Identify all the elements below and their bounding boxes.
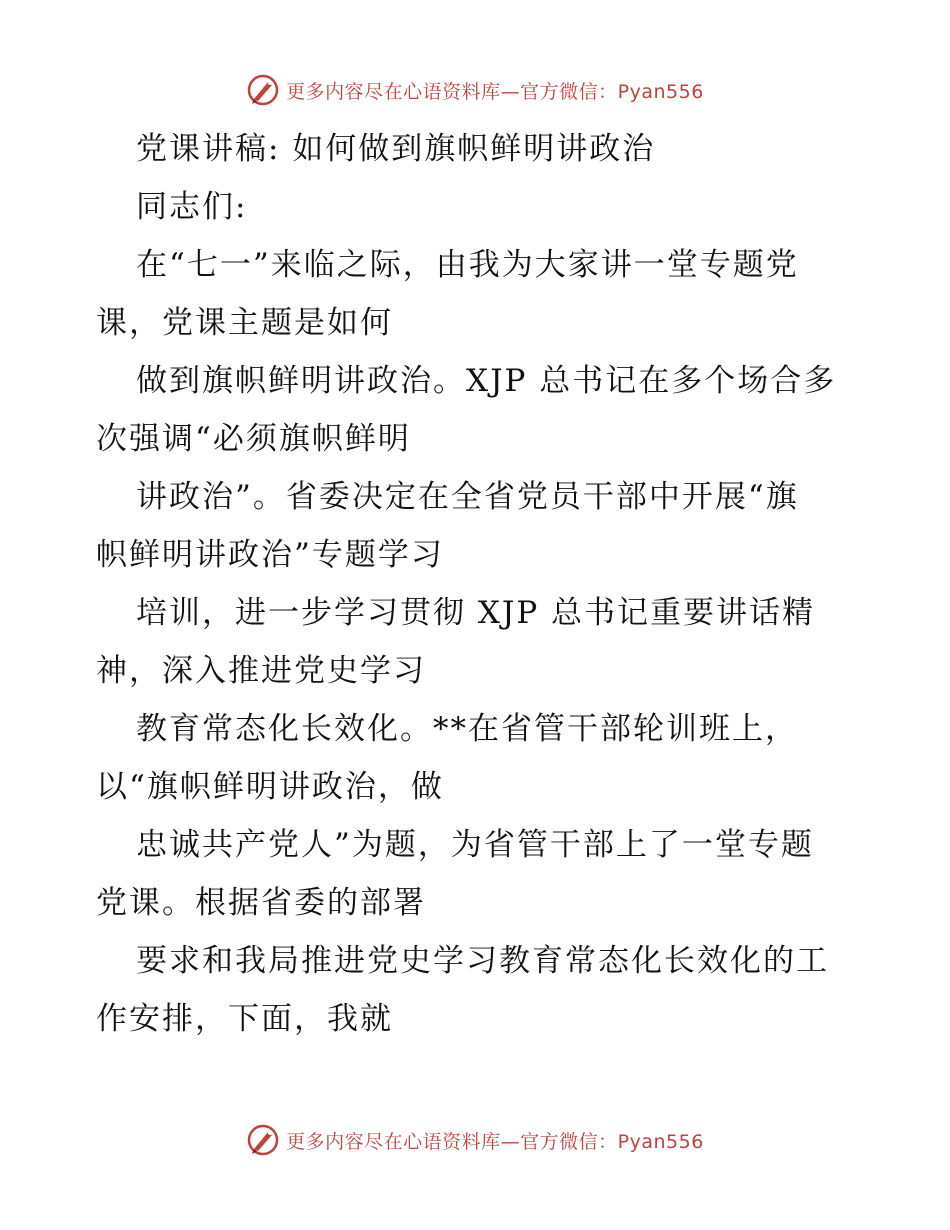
paragraph-line: 次强调“必须旗帜鲜明	[96, 421, 411, 457]
paragraph-line: 忠诚共产党人”为题，为省管干部上了一堂专题	[136, 827, 814, 863]
paragraph-line: 党课。根据省委的部署	[96, 885, 426, 921]
paragraph-line: 做到旗帜鲜明讲政治。XJP 总书记在多个场合多	[136, 363, 837, 399]
header-watermark-banner	[0, 70, 950, 110]
paragraph-line: 在“七一”来临之际，由我为大家讲一堂专题党	[136, 247, 799, 283]
salutation: 同志们:	[136, 189, 248, 225]
paragraph-line: 帜鲜明讲政治”专题学习	[96, 537, 444, 573]
header-watermark-text: 更多内容尽在心语资料库—官方微信：Pyan556	[286, 80, 704, 103]
paragraph-line: 要求和我局推进党史学习教育常态化长效化的工	[136, 943, 829, 979]
footer-watermark-banner	[0, 1120, 950, 1160]
quill-pen-logo-icon	[246, 73, 280, 107]
paragraph-line: 讲政治”。省委决定在全省党员干部中开展“旗	[136, 479, 799, 515]
paragraph-line: 神，深入推进党史学习	[96, 653, 426, 689]
paragraph-line: 作安排，下面，我就	[96, 1001, 393, 1037]
quill-pen-logo-icon	[246, 1123, 280, 1157]
paragraph-line: 教育常态化长效化。**在省管干部轮训班上，	[136, 711, 798, 747]
document-title: 党课讲稿: 如何做到旗帜鲜明讲政治	[136, 131, 656, 167]
paragraph-line: 课，党课主题是如何	[96, 305, 393, 341]
footer-watermark-text: 更多内容尽在心语资料库—官方微信：Pyan556	[286, 1130, 704, 1153]
document-body	[96, 120, 856, 1048]
paragraph-line: 以“旗帜鲜明讲政治，做	[96, 769, 444, 805]
paragraph-line: 培训，进一步学习贯彻 XJP 总书记重要讲话精	[136, 595, 816, 631]
